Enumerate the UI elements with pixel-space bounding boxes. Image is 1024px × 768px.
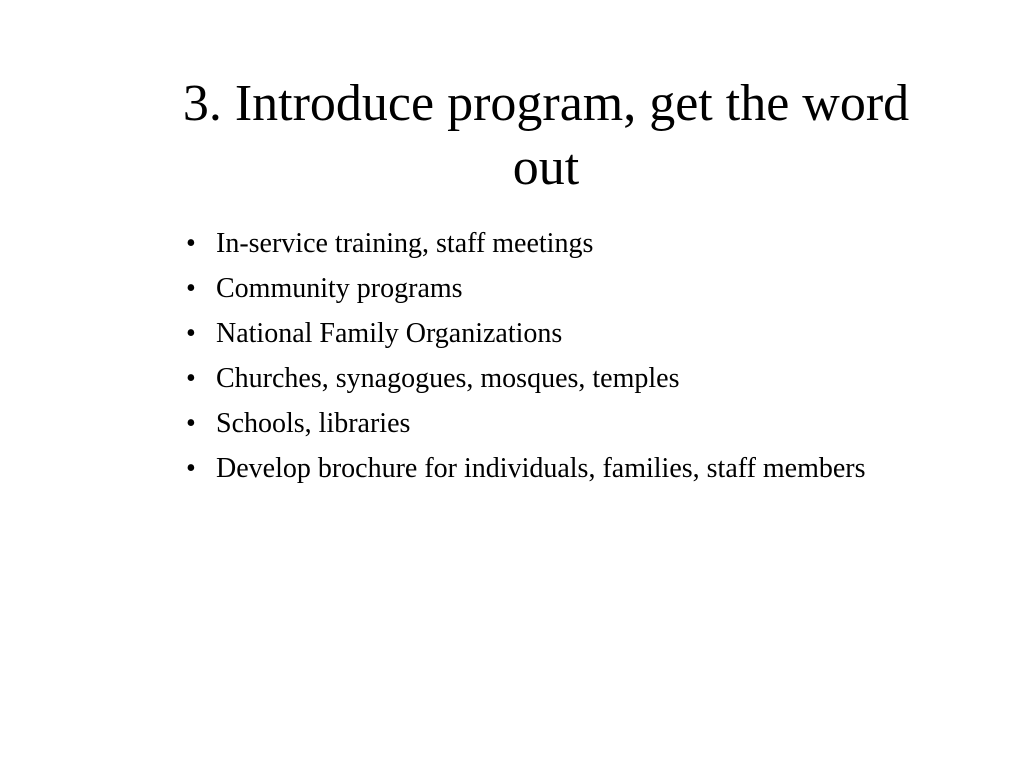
bullet-item — [186, 226, 906, 262]
bullet-text: Churches, synagogues, mosques, temples — [216, 363, 680, 394]
bullet-item — [186, 361, 906, 397]
bullet-text: Community programs — [216, 273, 463, 304]
slide-title — [96, 72, 996, 200]
bullet-dot-icon: • — [186, 408, 196, 439]
bullet-item — [186, 451, 906, 487]
bullet-text: In-service training, staff meetings — [216, 228, 594, 259]
bullet-list — [186, 226, 906, 496]
bullet-text: Develop brochure for individuals, families, staff members — [216, 453, 866, 484]
slide-title-line-1: 3. Introduce program, get the word — [182, 75, 910, 132]
bullet-dot-icon: • — [186, 453, 196, 484]
bullet-item — [186, 316, 906, 352]
bullet-dot-icon: • — [186, 363, 196, 394]
slide-title-line-2: out — [512, 139, 580, 196]
bullet-dot-icon: • — [186, 228, 196, 259]
bullet-item — [186, 406, 906, 442]
bullet-text: Schools, libraries — [216, 408, 411, 439]
bullet-dot-icon: • — [186, 273, 196, 304]
bullet-dot-icon: • — [186, 318, 196, 349]
bullet-text: National Family Organizations — [216, 318, 563, 349]
bullet-item — [186, 271, 906, 307]
